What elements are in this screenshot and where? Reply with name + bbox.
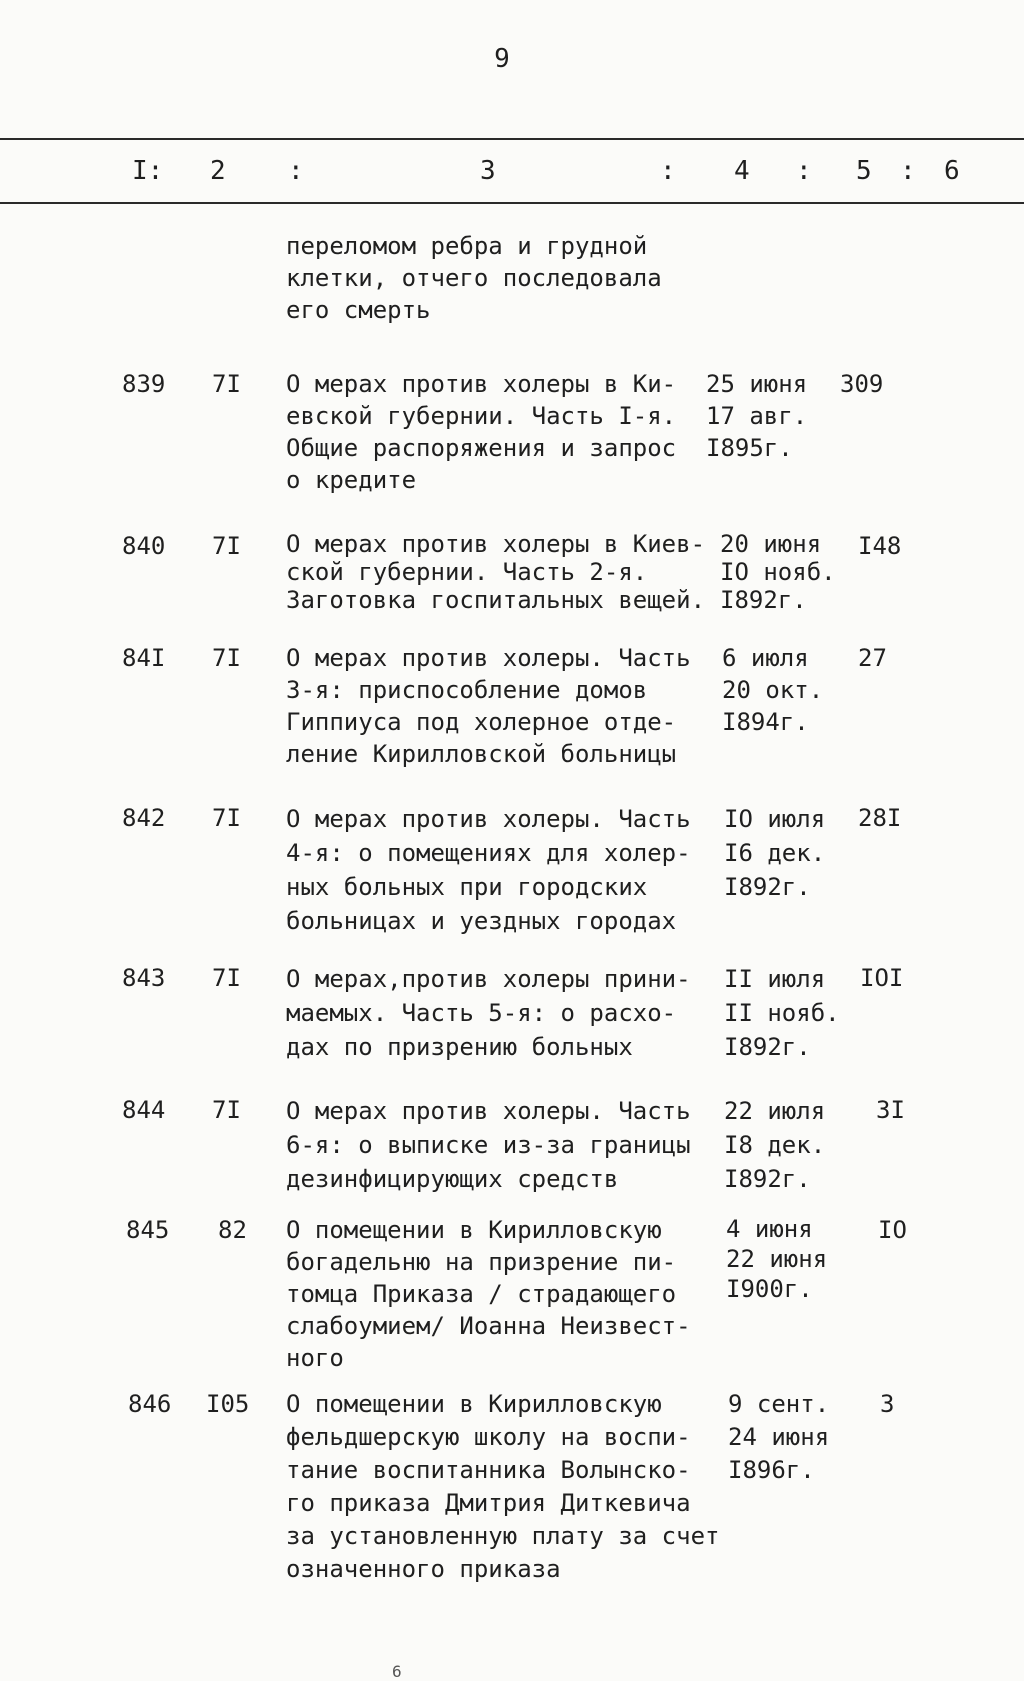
description-line: о кредите (286, 466, 417, 494)
page-number: 9 (494, 44, 510, 74)
description-line: дах по призрению больных (286, 1033, 633, 1061)
row-pages: IOI (860, 964, 904, 992)
continuation-line: клетки, отчего последовала (286, 264, 662, 292)
row-description (286, 368, 676, 496)
row-description (286, 962, 691, 1064)
continuation-text (286, 230, 662, 326)
header-col2: 2 (210, 156, 226, 186)
row-description (286, 802, 691, 938)
row-count: I05 (206, 1390, 250, 1418)
row-dates (722, 642, 823, 738)
table-header-rule (0, 202, 1024, 204)
date-line: II июля (724, 965, 826, 993)
date-line: 17 авг. (706, 402, 808, 430)
description-line: томца Приказа / страдающего (286, 1280, 677, 1308)
header-sep2: : (660, 156, 676, 186)
row-count: 7I (212, 1096, 241, 1124)
description-line: богадельню на призрение пи- (286, 1248, 677, 1276)
row-number: 844 (122, 1096, 166, 1124)
description-line: ление Кирилловской больницы (286, 740, 677, 768)
description-line: фельдшерскую школу на воспи- (286, 1423, 691, 1451)
description-line: Заготовка госпитальных вещей. (286, 586, 706, 614)
description-line: О мерах против холеры в Киев- (286, 530, 706, 558)
description-line: тание воспитанника Волынско- (286, 1456, 691, 1484)
description-line: Общие распоряжения и запрос (286, 434, 677, 462)
row-count: 7I (212, 644, 241, 672)
date-line: I6 дек. (724, 839, 826, 867)
continuation-line: его смерть (286, 296, 431, 324)
header-col5: 5 (856, 156, 872, 186)
row-pages: 27 (858, 644, 887, 672)
row-number: 846 (128, 1390, 172, 1418)
header-col4: 4 (734, 156, 750, 186)
row-pages: 3 (880, 1390, 895, 1418)
description-line: означенного приказа (286, 1555, 561, 1583)
row-pages: 309 (840, 370, 884, 398)
description-line: за установленную плату за счет (286, 1522, 720, 1550)
row-count: 7I (212, 370, 241, 398)
row-dates (724, 1094, 825, 1196)
header-sep4: : (900, 156, 916, 186)
row-dates (720, 530, 836, 614)
date-line: I894г. (722, 708, 809, 736)
date-line: 25 июня (706, 370, 808, 398)
description-line: О помещении в Кирилловскую (286, 1390, 662, 1418)
description-line: О мерах против холеры. Часть (286, 805, 691, 833)
row-number: 842 (122, 804, 166, 832)
description-line: го приказа Дмитрия Диткевича (286, 1489, 691, 1517)
table-top-rule (0, 138, 1024, 140)
description-line: больницах и уездных городах (286, 907, 677, 935)
description-line: ного (286, 1344, 344, 1372)
row-number: 839 (122, 370, 166, 398)
date-line: I892г. (724, 1033, 811, 1061)
row-dates (728, 1388, 829, 1487)
row-pages: 3I (876, 1096, 905, 1124)
continuation-line: переломом ребра и грудной (286, 232, 648, 260)
row-description (286, 1388, 719, 1586)
date-line: 22 июня (726, 1245, 828, 1273)
description-line: О помещении в Кирилловскую (286, 1216, 662, 1244)
row-count: 7I (212, 964, 241, 992)
date-line: I892г. (724, 1165, 811, 1193)
header-col1: I: (132, 156, 164, 186)
date-line: 20 июня (720, 530, 822, 558)
row-description (286, 1214, 691, 1374)
row-number: 843 (122, 964, 166, 992)
row-number: 84I (122, 644, 166, 672)
description-line: 4-я: о помещениях для холер- (286, 839, 691, 867)
row-dates (724, 802, 825, 904)
date-line: 22 июля (724, 1097, 826, 1125)
footer-mark: 6 (392, 1662, 402, 1681)
row-description (286, 642, 691, 770)
description-line: слабоумием/ Иоанна Неизвест- (286, 1312, 691, 1340)
date-line: I900г. (726, 1275, 813, 1303)
header-col6: 6 (944, 156, 960, 186)
date-line: I892г. (720, 586, 807, 614)
description-line: евской губернии. Часть I-я. (286, 402, 677, 430)
description-line: дезинфицирующих средств (286, 1165, 619, 1193)
row-dates (726, 1214, 827, 1304)
date-line: I895г. (706, 434, 793, 462)
date-line: I896г. (728, 1456, 815, 1484)
date-line: 4 июня (726, 1215, 813, 1243)
date-line: I892г. (724, 873, 811, 901)
row-description (286, 1094, 691, 1196)
date-line: IO нояб. (720, 558, 836, 586)
description-line: ской губернии. Часть 2-я. (286, 558, 648, 586)
header-sep1: : (288, 156, 304, 186)
date-line: I8 дек. (724, 1131, 826, 1159)
description-line: О мерах против холеры в Ки- (286, 370, 677, 398)
row-count: 7I (212, 532, 241, 560)
header-col3: 3 (480, 156, 496, 186)
date-line: 9 сент. (728, 1390, 830, 1418)
row-dates (706, 368, 807, 464)
date-line: II нояб. (724, 999, 840, 1027)
row-number: 845 (126, 1216, 170, 1244)
row-pages: 28I (858, 804, 902, 832)
description-line: маемых. Часть 5-я: о расхо- (286, 999, 677, 1027)
row-dates (724, 962, 840, 1064)
header-sep3: : (796, 156, 812, 186)
row-description (286, 530, 705, 614)
date-line: 20 окт. (722, 676, 824, 704)
description-line: Гиппиуса под холерное отде- (286, 708, 677, 736)
date-line: IO июля (724, 805, 826, 833)
row-count: 82 (218, 1216, 247, 1244)
description-line: 3-я: приспособление домов (286, 676, 648, 704)
row-number: 840 (122, 532, 166, 560)
date-line: 6 июля (722, 644, 809, 672)
description-line: О мерах,против холеры прини- (286, 965, 691, 993)
date-line: 24 июня (728, 1423, 830, 1451)
row-pages: IO (878, 1216, 907, 1244)
description-line: ных больных при городских (286, 873, 648, 901)
row-count: 7I (212, 804, 241, 832)
row-pages: I48 (858, 532, 902, 560)
description-line: О мерах против холеры. Часть (286, 644, 691, 672)
description-line: О мерах против холеры. Часть (286, 1097, 691, 1125)
description-line: 6-я: о выписке из-за границы (286, 1131, 691, 1159)
